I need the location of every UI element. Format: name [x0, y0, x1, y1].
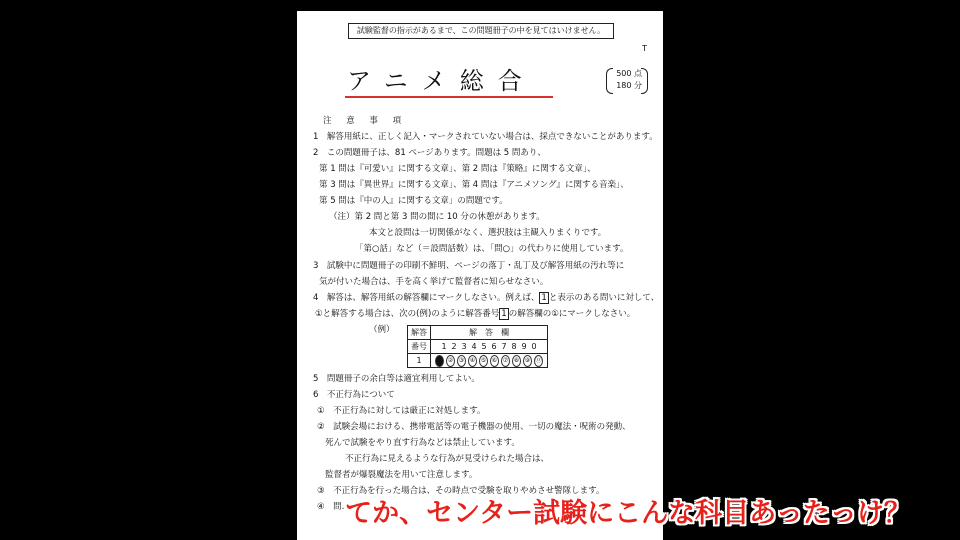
bubble: ⑤	[479, 355, 488, 367]
digit: 5	[481, 342, 487, 351]
note-line: 第 3 問は『異世界』に関する文章」、第 4 問は『アニメソング』に関する音楽」、	[319, 180, 629, 190]
table-header: 番号	[408, 340, 431, 354]
note-line: ① 不正行為に対しては厳正に対処します。	[317, 406, 486, 416]
notes-heading: 注 意 事 項	[323, 116, 408, 126]
note-text: 4 解答は、解答用紙の解答欄にマークしなさい。例えば、	[313, 293, 540, 303]
note-line: 気が付いた場合は、手を高く挙げて監督者に知らせなさい。	[319, 277, 549, 287]
note-line: 6 不正行為について	[313, 390, 395, 400]
score-text: 500 点	[616, 69, 642, 78]
bubble-filled	[435, 355, 444, 367]
time-text: 180 分	[616, 81, 642, 90]
note-text: と表示のある問いに対して、	[548, 293, 660, 303]
note-text: ①と解答する場合は、次の(例)のように解答番号	[315, 309, 500, 319]
note-line: 監督者が爆裂魔法を用いて注意します。	[325, 470, 478, 480]
bubble: ③	[457, 355, 466, 367]
answer-number-box: 1	[501, 309, 507, 319]
row-label: 1	[408, 354, 431, 368]
digit: 4	[471, 342, 477, 351]
note-line: 第 5 問は『中の人』に関する文章」の問題です。	[319, 196, 508, 206]
bubble: ⑦	[501, 355, 510, 367]
digit-row	[431, 340, 548, 354]
title-underline	[345, 96, 553, 98]
bubble: ④	[468, 355, 477, 367]
bubble-row	[431, 354, 548, 368]
digit: 6	[491, 342, 497, 351]
digit: 8	[511, 342, 517, 351]
bubble: ⓪	[534, 355, 543, 367]
digit: 0	[531, 342, 537, 351]
note-line: ③ 不正行為を行った場合は、その時点で受験を取りやめさせ警隊します。	[317, 486, 605, 496]
digit: 3	[461, 342, 467, 351]
note-line: 死んで試験をやり直す行為などは禁止しています。	[325, 438, 520, 448]
page-title: アニメ総合	[347, 67, 536, 95]
note-line: 不正行為に見えるような行為が見受けられた場合は、	[345, 454, 550, 464]
answer-example-table	[407, 325, 548, 368]
note-line-4b	[315, 308, 635, 320]
note-line: ④ 問...	[317, 502, 350, 512]
note-line: 2 この問題冊子は、81 ページあります。問題は 5 問あり、	[313, 148, 546, 158]
digit: 7	[501, 342, 507, 351]
bubble: ⑨	[523, 355, 532, 367]
bubble: ⑥	[490, 355, 499, 367]
note-line: 本文と設問は一切関係がなく、選択肢は主観入りまくりです。	[369, 228, 607, 238]
video-subtitle: てか、センター試験にこんな科目あったっけ？	[345, 498, 911, 529]
bubble: ⑧	[512, 355, 521, 367]
note-line: 1 解答用紙に、正しく記入・マークされていない場合は、採点できないことがあります。	[313, 132, 658, 142]
note-line: 3 試験中に問題冊子の印刷不鮮明、ページの落丁・乱丁及び解答用紙の汚れ等に	[313, 261, 625, 271]
digit: 9	[521, 342, 527, 351]
note-line: ② 試験会場における、携帯電話等の電子機器の使用、一切の魔法・呪術の発動、	[317, 422, 631, 432]
note-line: 「第○話」など（＝設問話数）は、「問○」の代わりに使用しています。	[355, 244, 629, 254]
bubble: ②	[446, 355, 455, 367]
table-header: 解 答 欄	[431, 326, 548, 340]
t-mark: T	[642, 44, 647, 53]
example-label: （例）	[369, 325, 395, 335]
note-text: の解答欄の①にマークしなさい。	[508, 309, 636, 319]
table-header: 解答	[408, 326, 431, 340]
digit: 2	[451, 342, 457, 351]
notice-box: 試験監督の指示があるまで、この問題冊子の中を見てはいけません。	[348, 23, 614, 39]
digit: 1	[441, 342, 447, 351]
score-time-box	[608, 68, 642, 94]
note-line-4a	[313, 292, 659, 304]
note-line: 5 問題冊子の余白等は適宜利用してよい。	[313, 374, 480, 384]
note-line: 第 1 問は『可愛い』に関する文章」、第 2 問は『策略』に関する文章」、	[319, 164, 596, 174]
exam-paper	[297, 11, 663, 540]
note-line: （注）第 2 問と第 3 問の間に 10 分の休憩があります。	[329, 212, 545, 222]
answer-number-box: 1	[541, 293, 547, 303]
